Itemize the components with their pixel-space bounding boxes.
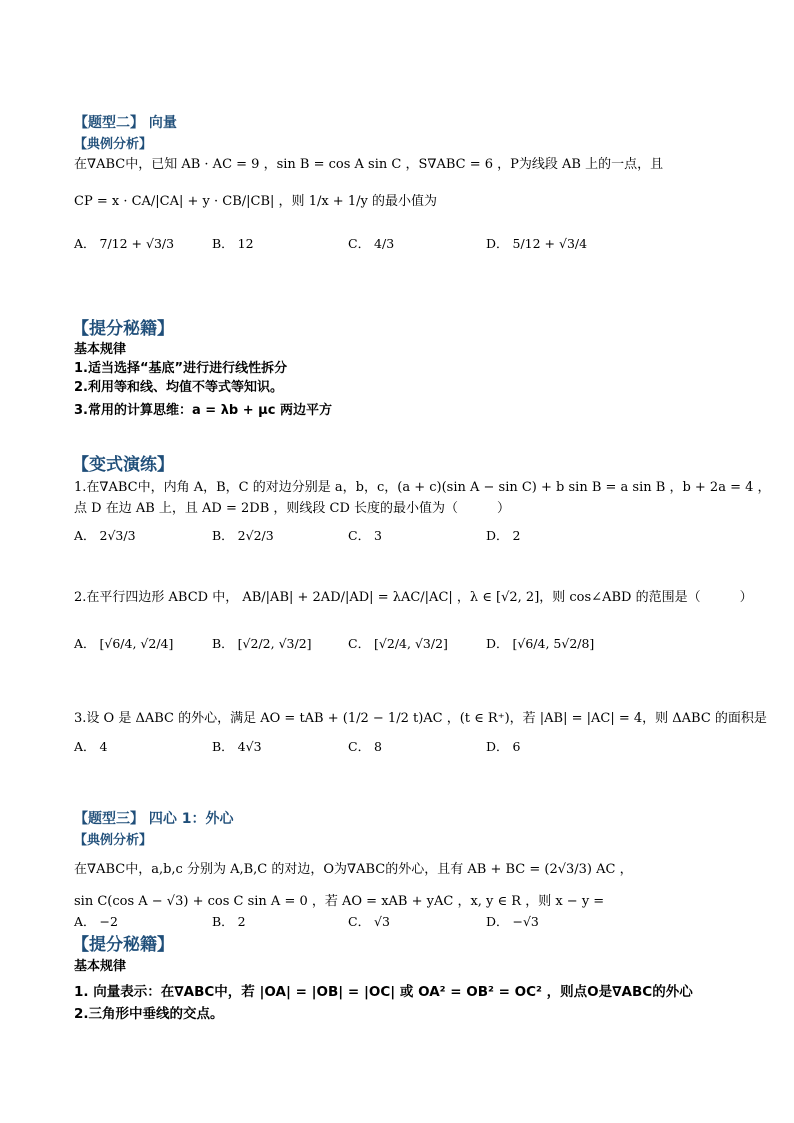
practice-q2-option-d: D． [√6/4, 5√2/8] — [486, 636, 595, 651]
tips2-subtitle: 基本规律 — [74, 959, 127, 974]
practice-q3-option-d: D． 6 — [486, 739, 521, 754]
section3-option-b: B． 2 — [212, 914, 246, 929]
section2-option-c: C． 4/3 — [348, 236, 395, 251]
section2-problem-line2: CP = x · CA/|CA| + y · CB/|CB| ，则 1/x + 1/y 的最小值为 — [74, 194, 437, 209]
practice-q1-line1: 1.在∇ABC中，内角 A，B，C 的对边分别是 a，b，c，(a + c)(sin A − sin C) + b sin B = a sin B ，b + 2a = 4 ， — [74, 480, 771, 495]
practice-q1-line2: 点 D 在边 AB 上，且 AD = 2DB ，则线段 CD 长度的最小值为（ ） — [74, 501, 511, 516]
practice-q2-line: 2.在平行四边形 ABCD 中， AB/|AB| + 2AD/|AD| = λAC/|AC| ，λ ∈ [√2, 2]，则 cos∠ABD 的范围是（ ） — [74, 590, 753, 605]
practice-q2-option-a: A． [√6/4, √2/4] — [74, 636, 174, 651]
practice-q3-line: 3.设 O 是 ΔABC 的外心，满足 AO = tAB + (1/2 − 1/2 t)AC ，(t ∈ R⁺)，若 |AB| = |AC| = 4，则 ΔABC 的面积是 — [74, 711, 767, 726]
practice-q2-option-b: B． [√2/2, √3/2] — [212, 636, 312, 651]
tips2-title: 【提分秘籍】 — [72, 935, 174, 955]
section2-example-tag: 【典例分析】 — [74, 137, 153, 152]
tips2-item-1: 1. 向量表示：在∇ABC中，若 |OA| = |OB| = |OC| 或 OA² = OB² = OC² ，则点O是∇ABC的外心 — [74, 984, 693, 1000]
practice-q1-option-d: D． 2 — [486, 528, 521, 543]
section2-option-d: D． 5/12 + √3/4 — [486, 236, 588, 251]
practice-q2-option-c: C． [√2/4, √3/2] — [348, 636, 448, 651]
section3-problem-line1: 在∇ABC中，a,b,c 分别为 A,B,C 的对边，O为∇ABC的外心，且有 AB + BC = (2√3/3) AC ， — [74, 862, 633, 877]
section3-title: 【题型三】 四心 1：外心 — [74, 811, 234, 827]
section3-problem-line2: sin C(cos A − √3) + cos C sin A = 0 ，若 AO = xAB + yAC ，x, y ∈ R ，则 x − y = — [74, 894, 605, 909]
tips1-item-2: 2.利用等和线、均值不等式等知识。 — [74, 380, 283, 395]
section2-title: 【题型二】 向量 — [74, 115, 177, 131]
tips2-item-2: 2.三角形中垂线的交点。 — [74, 1006, 224, 1022]
practice-q1-option-a: A． 2√3/3 — [74, 528, 136, 543]
tips1-item-3: 3.常用的计算思维：a = λb + μc 两边平方 — [74, 403, 332, 418]
practice-q1-option-b: B． 2√2/3 — [212, 528, 274, 543]
section3-option-c: C． √3 — [348, 914, 390, 929]
section2-option-a: A． 7/12 + √3/3 — [74, 236, 175, 251]
section2-problem-line1: 在∇ABC中，已知 AB · AC = 9 ，sin B = cos A sin C ，S∇ABC = 6 ，P为线段 AB 上的一点，且 — [74, 157, 664, 172]
section3-option-d: D． −√3 — [486, 914, 539, 929]
tips1-item-1: 1.适当选择“基底”进行进行线性拆分 — [74, 361, 288, 376]
tips1-subtitle: 基本规律 — [74, 342, 127, 357]
section3-option-a: A． −2 — [74, 914, 118, 929]
section2-option-b: B． 12 — [212, 236, 254, 251]
practice-q3-option-a: A． 4 — [74, 739, 108, 754]
practice-q3-option-b: B． 4√3 — [212, 739, 262, 754]
section3-example-tag: 【典例分析】 — [74, 833, 153, 848]
practice-q3-option-c: C． 8 — [348, 739, 382, 754]
practice-q1-option-c: C． 3 — [348, 528, 382, 543]
tips1-title: 【提分秘籍】 — [72, 319, 174, 339]
practice-title: 【变式演练】 — [72, 455, 174, 475]
